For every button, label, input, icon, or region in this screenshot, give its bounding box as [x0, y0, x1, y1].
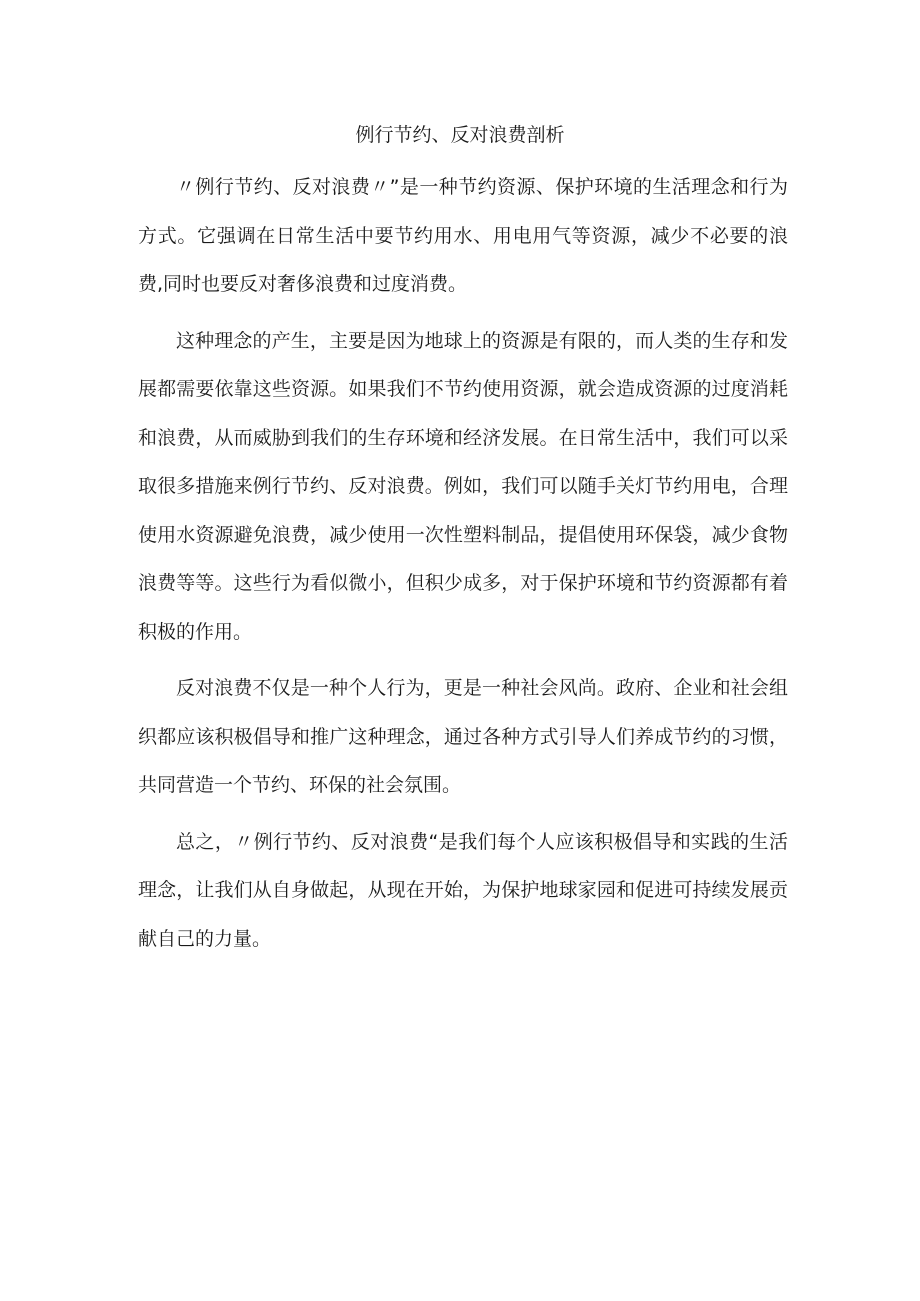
paragraph-4: 总之，〃例行节约、反对浪费“是我们每个人应该积极倡导和实践的生活理念，让我们从自身做起，从现在开始，为保护地球家园和促进可持续发展贡献自己的力量。: [138, 830, 788, 950]
paragraph-2: 这种理念的产生，主要是因为地球上的资源是有限的，而人类的生存和发展都需要依靠这些资源。如果我们不节约使用资源，就会造成资源的过度消耗和浪费，从而威胁到我们的生存环境和经济发展。在日常生活中，我们可以采取很多措施来例行节约、反对浪费。例如，我们可以随手关灯节约用电，合理使用水资源避免浪费，减少使用一次性塑料制品，提倡使用环保袋，减少食物浪费等等。这些行为看似微小，但积少成多，对于保护环境和节约资源都有着积极的作用。: [138, 329, 788, 643]
paragraph-1: 〃例行节约、反对浪费〃”是一种节约资源、保护环境的生活理念和行为方式。它强调在日常生活中要节约用水、用电用气等资源，减少不必要的浪费,同时也要反对奢侈浪费和过度消费。: [138, 176, 788, 295]
document-title: 例行节约、反对浪费剖析: [355, 124, 565, 146]
document-body: [138, 163, 788, 971]
paragraph-3: 反对浪费不仅是一种个人行为，更是一种社会风尚。政府、企业和社会组织都应该积极倡导和推广这种理念，通过各种方式引导人们养成节约的习惯，共同营造一个节约、环保的社会氛围。: [138, 677, 788, 796]
